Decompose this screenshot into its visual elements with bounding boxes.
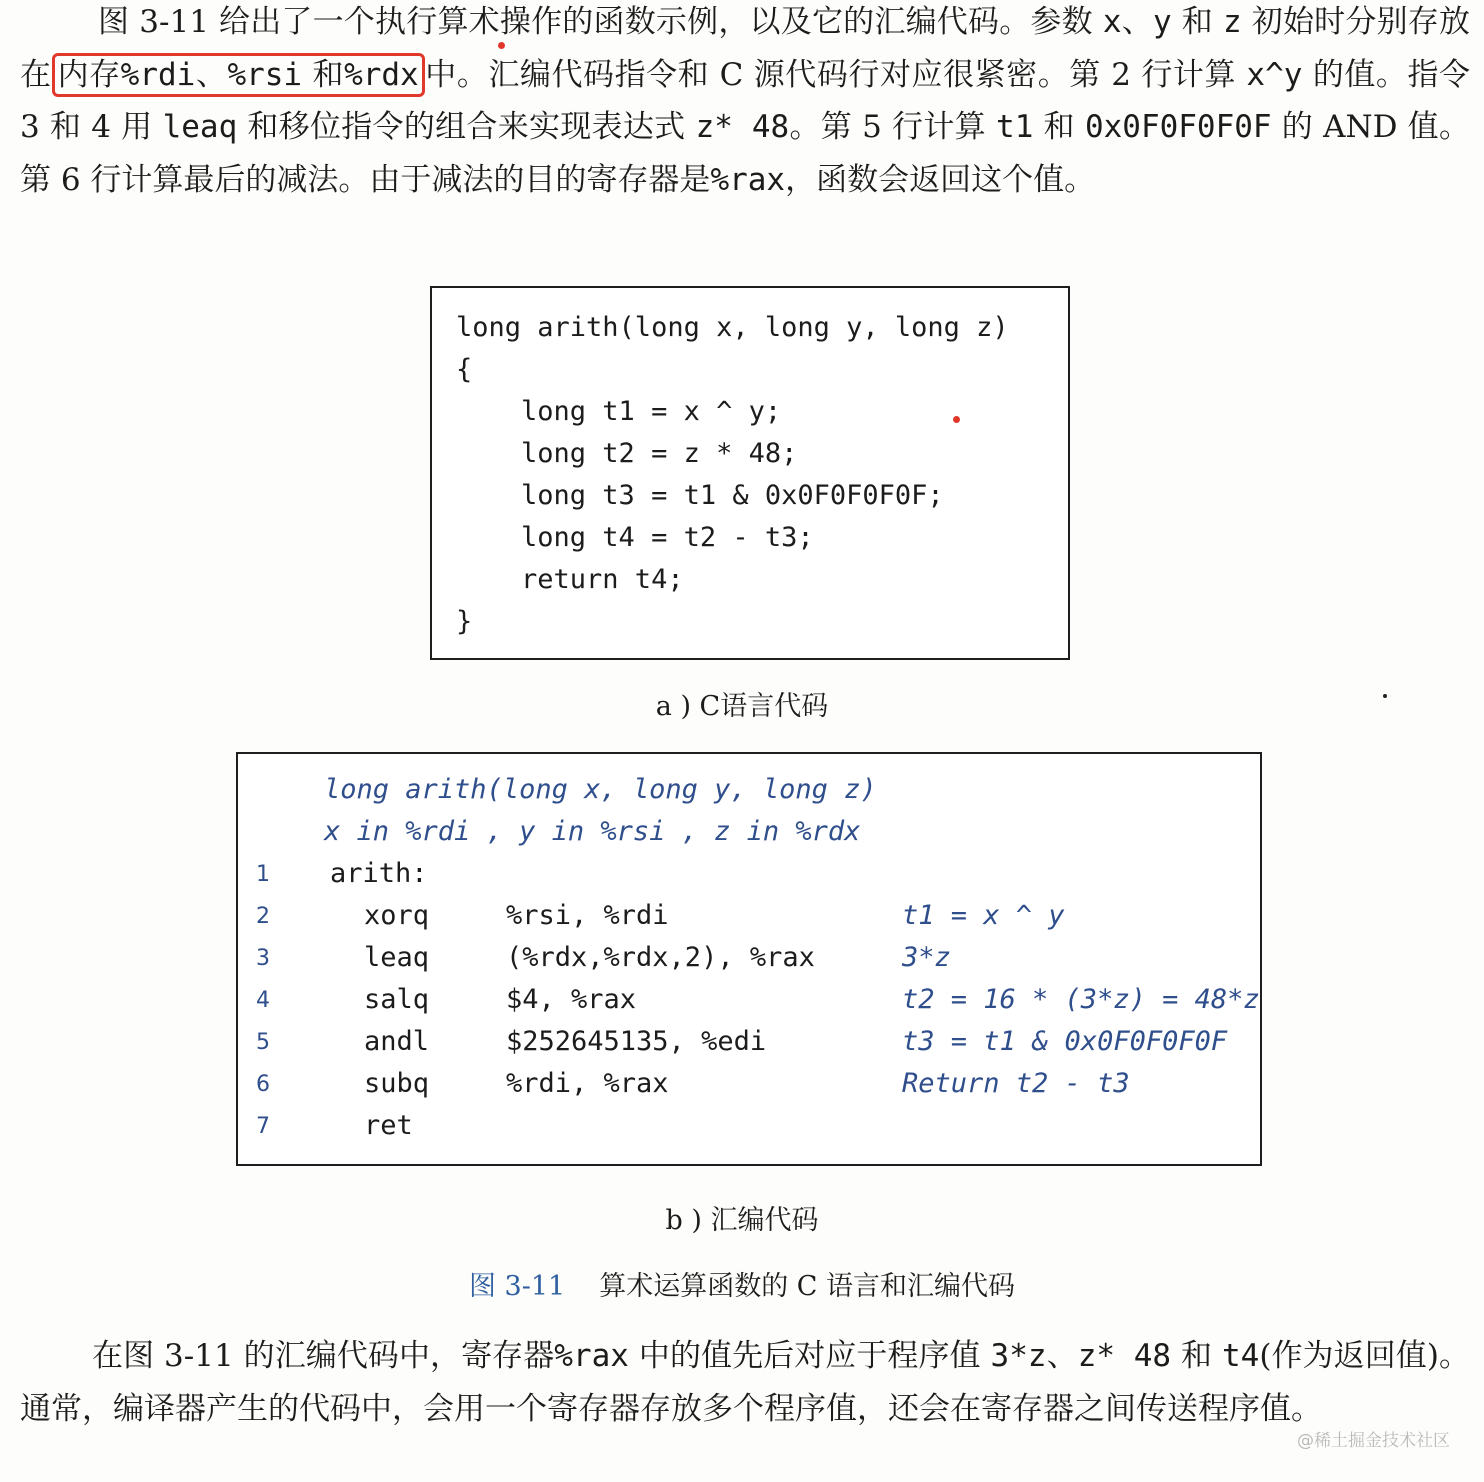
- asm-comment: Return t2 - t3: [902, 1068, 1130, 1099]
- line-number: 2: [256, 904, 270, 929]
- c-code-line: long t3 = t1 & 0x0F0F0F0F;: [456, 480, 944, 511]
- c-code-line: }: [456, 606, 473, 637]
- intro-paragraph: 图 3-11 给出了一个执行算术操作的函数示例，以及它的汇编代码。参数 x、y 和 z 初始时分别存放在 内存%rdi、%rsi 和%rdx 中。汇编代码指令和 C 源代码行对应很紧密。第 2 行计算 x^y 的值。指令 3 和 4 用 leaq 和移位指令的组合来实现表达式 z* 48。第 5 行计算 t1 和 0x0F0F0F0F 的 AND 值。第 6 行计算最后的减法。由于减法的目的寄存器是%rax，函数会返回这个值。: [20, 4, 1471, 198]
- c-code-line: {: [456, 354, 473, 385]
- asm-code-box: [236, 752, 1262, 1166]
- line-number: 4: [256, 988, 270, 1013]
- figure-number: 图 3-11: [468, 1271, 566, 1302]
- c-code-box: [430, 286, 1070, 660]
- asm-register-comment: x in %rdi , y in %rsi , z in %rdx: [324, 816, 861, 847]
- asm-opcode: subq: [364, 1068, 430, 1099]
- c-code-line: long arith(long x, long y, long z): [456, 312, 1009, 343]
- asm-comment: t1 = x ^ y: [902, 900, 1065, 931]
- asm-operands: $4, %rax: [506, 984, 637, 1015]
- asm-comment: 3*z: [902, 942, 951, 973]
- asm-opcode: salq: [364, 984, 430, 1015]
- c-code-line: long t4 = t2 - t3;: [456, 522, 814, 553]
- asm-opcode: ret: [364, 1110, 413, 1141]
- c-code-caption: a ) C语言代码: [655, 691, 829, 722]
- asm-opcode: xorq: [364, 900, 430, 931]
- asm-operands: %rdi, %rax: [506, 1068, 669, 1099]
- followup-paragraph: 在图 3-11 的汇编代码中，寄存器%rax 中的值先后对应于程序值 3*z、z* 48 和 t4(作为返回值)。通常，编译器产生的代码中，会用一个寄存器存放多个程序值，还会在寄存器之间传送程序值。: [20, 1338, 1470, 1427]
- asm-comment: t3 = t1 & 0x0F0F0F0F: [902, 1026, 1228, 1057]
- register-highlight: 内存%rdi、%rsi 和%rdx: [52, 53, 425, 97]
- line-number: 6: [256, 1072, 270, 1097]
- asm-operands: %rsi, %rdi: [506, 900, 669, 931]
- c-code-line: long t2 = z * 48;: [456, 438, 798, 469]
- line-number: 5: [256, 1030, 270, 1055]
- figure-caption: [0, 1264, 1484, 1303]
- asm-operands: (%rdx,%rdx,2), %rax: [506, 942, 815, 973]
- asm-comment: t2 = 16 * (3*z) = 48*z: [902, 984, 1260, 1015]
- line-number: 7: [256, 1114, 270, 1139]
- asm-label: arith:: [330, 858, 428, 889]
- asm-signature-comment: long arith(long x, long y, long z): [324, 774, 877, 805]
- red-marker-dot: [953, 416, 960, 423]
- asm-opcode: andl: [364, 1026, 430, 1057]
- asm-operands: $252645135, %edi: [506, 1026, 767, 1057]
- watermark: @稀土掘金技术社区: [1297, 1431, 1450, 1451]
- figure-title: 算术运算函数的 C 语言和汇编代码: [599, 1271, 1016, 1302]
- c-code-line: return t4;: [456, 564, 684, 595]
- asm-code-caption: b ) 汇编代码: [665, 1205, 819, 1236]
- line-number: 1: [256, 862, 270, 887]
- asm-opcode: leaq: [364, 942, 430, 973]
- c-code-line: long t1 = x ^ y;: [456, 396, 782, 427]
- red-marker-dot: [498, 42, 505, 49]
- line-number: 3: [256, 946, 270, 971]
